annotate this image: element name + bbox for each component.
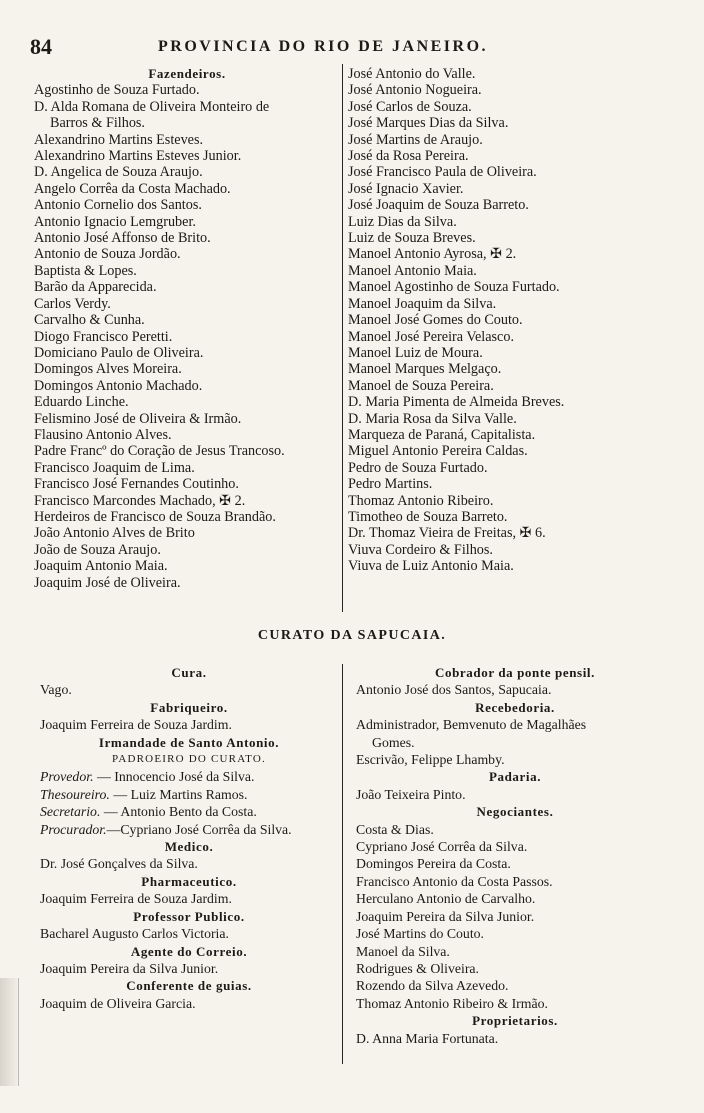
list-item: Alexandrino Martins Esteves. [34,131,204,148]
list-item: Carvalho & Cunha. [34,312,145,329]
left-column-fazendeiros [34,66,340,591]
list-item: Francisco Marcondes Machado, ✠ 2. [34,492,246,509]
irmandade-heading: Irmandade de Santo Antonio. [98,734,280,750]
list-item: José Martins do Couto. [356,926,485,942]
list-item: José Carlos de Souza. [348,98,472,115]
guias-heading: Conferente de guias. [126,978,252,994]
list-item: Herculano Antonio de Carvalho. [356,891,536,907]
list-item: Padre Francº do Coração de Jesus Trancoso. [34,443,285,460]
proprietarios-heading: Proprietarios. [472,1013,558,1029]
list-item: José Ignacio Xavier. [348,180,464,197]
list-item: Alexandrino Martins Esteves Junior. [34,148,242,165]
list-item: José Francisco Paula de Oliveira. [348,164,537,181]
column-divider [342,664,343,1064]
section-title: CURATO DA SAPUCAIA. [257,628,447,643]
ponte-heading: Cobrador da ponte pensil. [435,665,595,680]
list-item: João Teixeira Pinto. [356,786,466,802]
list-item: José Antonio do Valle. [348,66,476,82]
list-item: Viuva Cordeiro & Filhos. [348,541,493,558]
list-item: João de Souza Araujo. [34,541,161,558]
padaria-heading: Padaria. [488,769,542,785]
list-item: Baptista & Lopes. [34,262,137,279]
list-item: Eduardo Linche. [34,394,129,411]
role-label: Thesoureiro. [40,786,110,802]
provedor-row [40,768,338,785]
page-header [30,34,634,58]
list-item: Francisco José Fernandes Coutinho. [34,476,239,493]
list-item: D. Maria Rosa da Silva Valle. [348,410,517,427]
list-item: Manoel Joaquim da Silva. [348,295,497,312]
list-item: Joaquim José de Oliveira. [34,574,181,591]
procurador-row [40,821,338,838]
list-item: Domingos Pereira da Costa. [356,856,511,872]
list-item: Thomaz Antonio Ribeiro & Irmão. [356,995,548,1011]
padroeiro-subheading: PADROEIRO DO CURATO. [112,753,266,766]
list-item: Francisco Antonio da Costa Passos. [356,873,553,889]
right-column-curato [356,664,674,1047]
list-item: Escrivão, Felippe Lhamby. [356,752,505,768]
right-column-fazendeiros [348,66,668,575]
role-label: Provedor. [40,769,94,785]
list-item: Joaquim Pereira da Silva Junior. [40,960,219,976]
role-label: Procurador. [40,821,107,837]
list-item: Rodrigues & Oliveira. [356,960,479,976]
left-column-curato [40,664,338,1012]
list-item: Barão da Apparecida. [34,279,157,296]
list-item: Luiz de Souza Breves. [348,230,476,247]
list-item: Costa & Dias. [356,821,434,837]
list-item: Antonio Ignacio Lemgruber. [34,213,196,230]
column-divider [342,64,343,612]
secretario-row [40,803,338,820]
list-item: Manoel José Gomes do Couto. [348,312,523,329]
list-item: Viuva de Luiz Antonio Maia. [348,558,514,575]
medico-heading: Medico. [164,839,214,855]
list-item: Domingos Antonio Machado. [34,377,203,394]
cura-heading: Cura. [171,665,207,680]
list-item: Antonio de Souza Jordão. [34,246,181,263]
list-item: Manoel de Souza Pereira. [348,377,494,394]
tesoureiro-row [40,786,338,803]
list-item: Luiz Dias da Silva. [348,213,457,230]
list-item: Thomaz Antonio Ribeiro. [348,492,494,509]
list-item: Diogo Francisco Peretti. [34,328,173,345]
list-item: Rozendo da Silva Azevedo. [356,978,509,994]
list-item: Angelo Corrêa da Costa Machado. [34,180,231,197]
list-item: Miguel Antonio Pereira Caldas. [348,443,528,460]
list-item: Antonio José dos Santos, Sapucaia. [356,682,552,698]
list-item: Manoel José Pereira Velasco. [348,328,514,345]
list-item: Manoel Antonio Maia. [348,262,477,279]
list-item: Pedro Martins. [348,476,433,493]
pharmaceutico-heading: Pharmaceutico. [141,873,237,889]
list-item: Manoel Antonio Ayrosa, ✠ 2. [348,246,517,263]
list-item: Joaquim Ferreira de Souza Jardim. [40,717,232,733]
list-item: D. Alda Romana de Oliveira Monteiro de [34,98,270,115]
list-item: D. Angelica de Souza Araujo. [34,164,203,181]
professor-heading: Professor Publico. [133,908,245,924]
list-item: José Joaquim de Souza Barreto. [348,197,529,214]
list-item: Cypriano José Corrêa da Silva. [356,839,528,855]
list-item: Manoel da Silva. [356,943,450,959]
list-item: Vago. [40,682,72,698]
list-item: Antonio Cornelio dos Santos. [34,197,202,214]
list-item: D. Maria Pimenta de Almeida Breves. [348,394,565,411]
binding-stamp [0,978,19,1086]
list-item: Joaquim de Oliveira Garcia. [40,995,196,1011]
list-item: Domingos Alves Moreira. [34,361,182,378]
list-item: José Marques Dias da Silva. [348,115,509,132]
role-value: —Cypriano José Corrêa da Silva. [106,821,292,837]
role-value: — Antonio Bento da Costa. [100,804,257,820]
list-item: Bacharel Augusto Carlos Victoria. [40,926,229,942]
list-item: José Martins de Araujo. [348,131,483,148]
page-number: 84 [30,34,52,59]
recebedoria-heading: Recebedoria. [475,699,555,715]
role-value: — Innocencio José da Silva. [93,769,255,785]
role-label: Secretario. [40,804,101,820]
list-item: Dr. Thomaz Vieira de Freitas, ✠ 6. [348,525,546,542]
section-heading: Fazendeiros. [148,66,226,81]
list-item: Timotheo de Souza Barreto. [348,508,508,525]
list-item: Herdeiros de Francisco de Souza Brandão. [34,508,276,525]
negociantes-heading: Negociantes. [476,804,554,820]
list-item: Agostinho de Souza Furtado. [34,82,200,99]
list-item: João Antonio Alves de Brito [34,525,195,542]
fabriqueiro-heading: Fabriqueiro. [150,699,228,715]
role-value: — Luiz Martins Ramos. [109,786,248,802]
list-item: Dr. José Gonçalves da Silva. [40,856,198,872]
list-item: Manoel Luiz de Moura. [348,344,483,361]
list-item: Joaquim Antonio Maia. [34,558,168,575]
list-item: Felismino José de Oliveira & Irmão. [34,410,242,427]
list-item: Pedro de Souza Furtado. [348,459,488,476]
list-item: Joaquim Ferreira de Souza Jardim. [40,891,232,907]
list-item: Administrador, Bemvenuto de Magalhães [356,717,587,733]
list-item: Flausino Antonio Alves. [34,426,172,443]
list-item: Joaquim Pereira da Silva Junior. [356,908,535,924]
list-item: José Antonio Nogueira. [348,82,482,99]
list-item: José da Rosa Pereira. [348,148,469,165]
list-item: Francisco Joaquim de Lima. [34,459,195,476]
page-title: PROVINCIA DO RIO DE JANEIRO. [158,38,489,55]
list-item: Carlos Verdy. [34,295,111,312]
list-item: Manoel Agostinho de Souza Furtado. [348,279,560,296]
correio-heading: Agente do Correio. [130,943,248,959]
list-item: Domiciano Paulo de Oliveira. [34,344,204,361]
list-item: D. Anna Maria Fortunata. [356,1030,499,1046]
list-item: Marqueza de Paraná, Capitalista. [348,426,536,443]
list-item: Manoel Marques Melgaço. [348,361,502,378]
list-item: Gomes. [372,734,415,750]
list-item: Antonio José Affonso de Brito. [34,230,211,247]
list-item: Barros & Filhos. [50,115,145,132]
